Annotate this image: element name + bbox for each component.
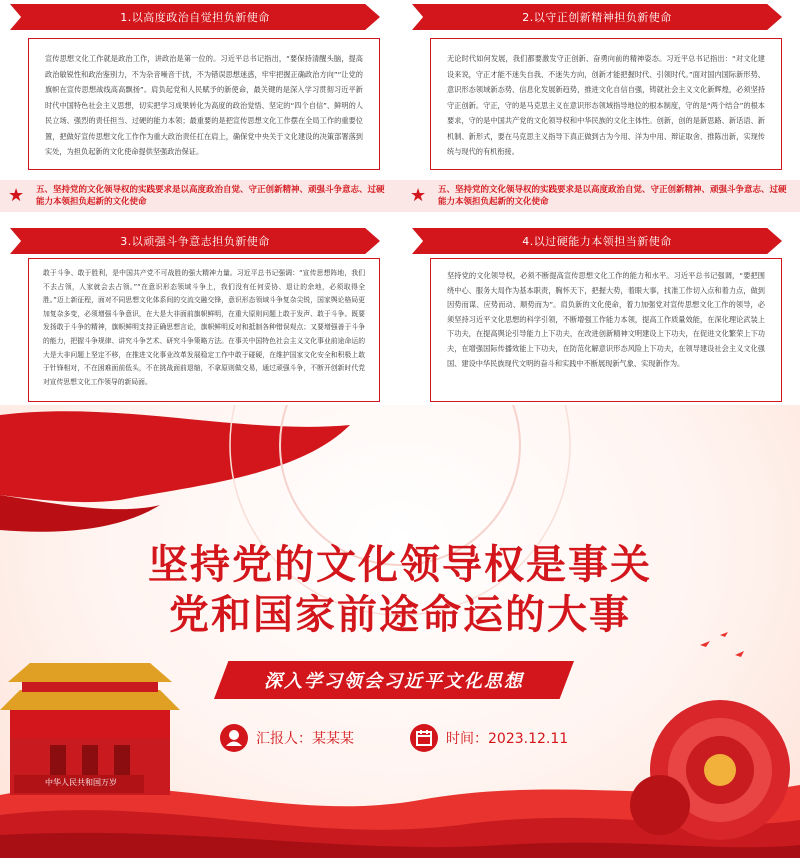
cover-slide xyxy=(0,405,800,858)
slide-section-2 xyxy=(402,0,800,178)
divider-text-right: 五、坚持党的文化领导权的实践要求是以高度政治自觉、守正创新精神、顽强斗争意志、过硬能力本领担负起新的文化使命 xyxy=(438,185,787,207)
peony-flower-icon xyxy=(630,700,790,840)
flag-swoosh xyxy=(0,411,350,502)
tiananmen-gate-icon xyxy=(0,663,180,795)
slide-section-4 xyxy=(402,214,800,404)
calendar-icon xyxy=(410,724,438,752)
cover-subtitle: 深入学习领会习近平文化思想 xyxy=(264,671,524,692)
section-1-title: 1.以高度政治自觉担负新使命 xyxy=(120,11,270,24)
section-4-title: 4.以过硬能力本领担当新使命 xyxy=(522,235,672,248)
star-icon: ★ xyxy=(410,185,427,206)
slide-section-3 xyxy=(0,214,398,404)
section-2-title: 2.以守正创新精神担负新使命 xyxy=(522,11,672,24)
gate-sign: 中华人民共和国万岁 xyxy=(45,778,117,787)
section-4-card xyxy=(430,258,782,402)
star-icon: ★ xyxy=(8,185,25,206)
section-3-title: 3.以顽强斗争意志担负新使命 xyxy=(120,235,270,248)
section-3-card xyxy=(28,258,380,402)
cover-title-line-1: 坚持党的文化领导权是事关 xyxy=(148,542,652,588)
section-3-ribbon xyxy=(10,228,380,254)
section-1-card xyxy=(28,38,380,170)
section-3-body: 敢于斗争、敢于胜利，是中国共产党不可战胜的强大精神力量。习近平总书记强调：“宣传思想阵地，我们不去占领，人家就会去占领。”“在意识形态领域斗争上，我们没有任何妥协、退让的余地，必须取得全胜。”迈上新征程，面对不同思想文化体系间的交流交融交锋，意识形态领域斗争复杂尖锐，国家舆论格局更加复杂多变，必须增强斗争意识，在大是大非面前旗帜鲜明，在重大原则问题上敢于发声、敢于斗争。既要发扬敢于斗争的精神，旗帜鲜明支持正确思想言论，旗帜鲜明反对和抵制各种错误观点；又要增强善于斗争的能力，把握斗争规律、讲究斗争艺术、研究斗争策略方法。在事关中国特色社会主义文化事业前途命运的大是大非问题上坚定不移，在推进文化事业改革发展稳定工作中敢于碰硬，在维护国家文化安全和积极上敢于针锋相对，不在困难面前低头，不在挑战面前退缩，不拿原则做交易，通过顽强斗争，不断开创新时代党对宣传思想文化工作领导的新局面。 xyxy=(43,269,365,386)
section-2-body: 无论时代如何发展，我们都要激发守正创新、奋勇向前的精神姿态。习近平总书记指出：“对文化建设来说，守正才能不迷失自我、不迷失方向，创新才能把握时代、引领时代。”面对国内国际新形势、意识形态领域新态势、信息化发展新趋势，推进文化自信自强，铸就社会主义文化新辉煌，必须坚持守正创新。守正，守的是马克思主义在意识形态领域指导地位的根本制度，守的是“两个结合”的根本要求，守的是中国共产党的文化领导权和中华民族的文化主体性。创新，创的是新思路、新话语、新机制、新形式，要在马克思主义指导下真正做到古为今用、洋为中用、辩证取舍、推陈出新，实现传统与现代的有机衔接。 xyxy=(447,54,765,156)
reporter-icon xyxy=(220,724,248,752)
slide-section-1 xyxy=(0,0,398,178)
divider-text-left: 五、坚持党的文化领导权的实践要求是以高度政治自觉、守正创新精神、顽强斗争意志、过硬能力本领担负起新的文化使命 xyxy=(36,185,385,207)
section-1-body: 宣传思想文化工作就是政治工作，讲政治是第一位的。习近平总书记指出，“要保持清醒头脑，提高政治敏锐性和政治鉴别力，不为杂音噪音干扰，不为错误思想迷惑，牢牢把握正确政治方向”“让党的旗帜在宣传思想战线高高飘扬”。肩负起党和人民赋予的新使命，最关键的是深入学习贯彻习近平新时代中国特色社会主义思想，切实把学习成果转化为高度的政治觉悟、坚定的“四个自信”、鲜明的人民立场、强烈的责任担当、过硬的能力本领；最重要的是把宣传思想文化工作摆在全局工作的重要位置，把做好宣传思想文化工作作为重大政治责任扛在肩上，确保党中央关于文化建设的决策部署落到实处，为担负起新的文化使命提供坚强政治保证。 xyxy=(45,54,363,156)
time-text: 时间：2023.12.11 xyxy=(446,731,569,747)
section-2-card xyxy=(430,38,782,170)
section-4-body: 坚持党的文化领导权，必须不断提高宣传思想文化工作的能力和水平。习近平总书记强调，“要把围绕中心、服务大局作为基本职责，胸怀天下，把握大势，着眼大事，找准工作切入点和着力点，做到因势而谋、应势而动、顺势而为”。肩负新的文化使命，着力加强党对宣传思想文化工作的领导，必须坚持习近平文化思想的科学引领，不断增强工作能力本领，提高工作质量效能，在深化理论武装上下功夫，在提高舆论引导能力上下功夫，在改进创新精神文明建设上下功夫，在促进文化繁荣上下功夫，在增强国际传播效能上下功夫，在防范化解意识形态风险上下功夫，在领导建设社会主义文化强国、建设中华民族现代文明的奋斗和实践中不断展现新气象、实现新作为。 xyxy=(447,271,765,368)
cover-title-line-2: 党和国家前途命运的大事 xyxy=(169,592,631,638)
reporter-text: 汇报人：某某某 xyxy=(256,731,354,747)
section-2-ribbon xyxy=(412,4,782,30)
section-4-ribbon xyxy=(412,228,782,254)
section-1-ribbon xyxy=(10,4,380,30)
